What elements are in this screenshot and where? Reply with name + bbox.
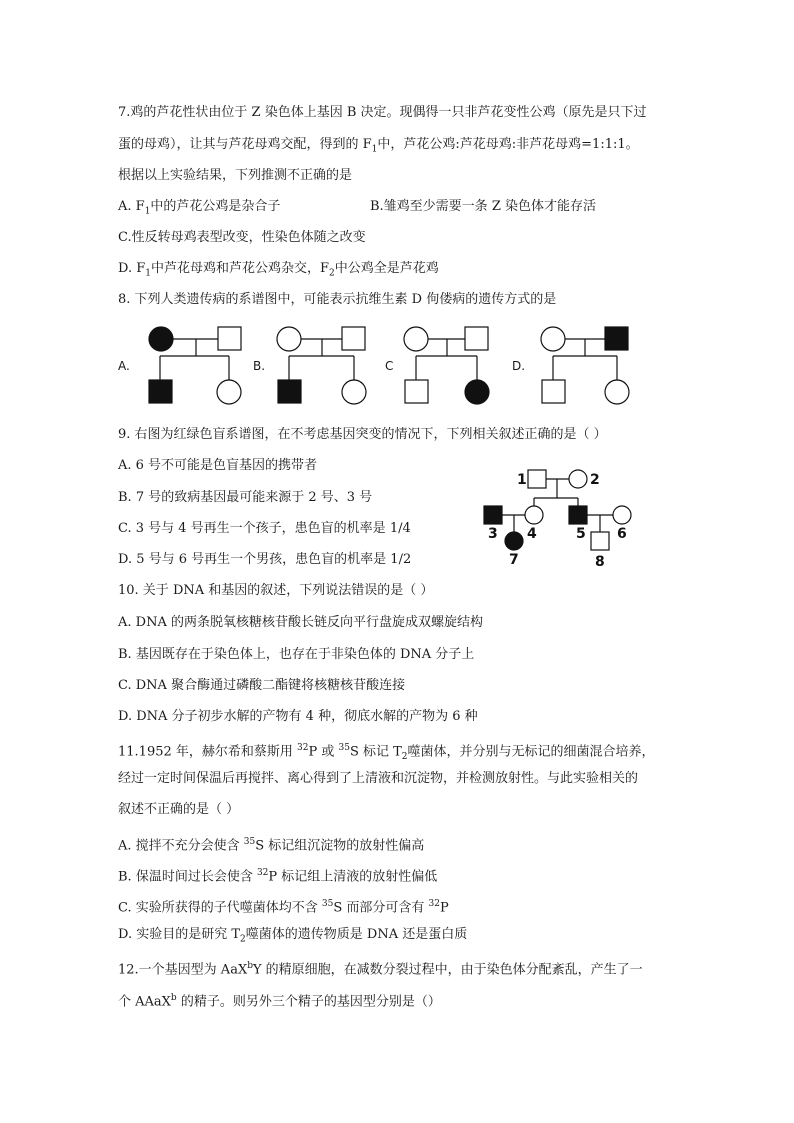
q9-stem: 9. 右图为红绿色盲系谱图，在不考虑基因突变的情况下，下列相关叙述正确的是（ ） [118,427,607,442]
q8-label-d: D. [512,359,526,373]
affected-male-3-symbol [484,506,502,524]
q9-pedigree [478,460,648,572]
ped-number-7: 7 [509,552,519,568]
ped-number-5: 5 [576,526,586,542]
ped-number-8: 8 [595,554,605,570]
unaffected-male-symbol [218,327,241,350]
male-8-symbol [591,532,609,550]
unaffected-male-symbol [342,327,365,350]
q10-stem: 10. 关于 DNA 和基因的叙述，下列说法错误的是（ ） [118,583,434,598]
q11-stem-line2: 经过一定时间保温后再搅拌、离心得到了上清液和沉淀物，并检测放射性。与此实验相关的 [118,771,639,786]
pedigree-c [404,327,489,404]
unaffected-female-symbol [342,380,366,404]
affected-female-symbol [465,380,489,404]
affected-female-7-symbol [505,532,523,550]
unaffected-male-symbol [465,327,488,350]
q11-stem-line3: 叙述不正确的是（ ） [118,802,240,817]
q8-pedigrees [0,318,794,413]
affected-female-symbol [149,327,173,351]
q8-label-c: C [385,359,394,373]
q7-stem-line1: 7.鸡的芦花性状由位于 Z 染色体上基因 B 决定。现偶得一只非芦花变性公鸡（原先是只下过 [118,105,647,120]
pedigree-a [149,327,241,404]
unaffected-male-symbol [542,380,565,403]
q7-option-c: C.性反转母鸡表型改变，性染色体随之改变 [118,230,366,245]
ped-number-3: 3 [488,526,498,542]
ped-number-4: 4 [527,526,537,542]
q7-stem-line3: 根据以上实验结果，下列推测不正确的是 [118,168,353,183]
q12-stem-line1: 12.一个基因型为 AaX$^b$Y 的精原细胞，在减数分裂过程中，由于染色体分配紊乱，产生了一 [118,961,643,978]
q9-option-b: B. 7 号的致病基因最可能来源于 2 号、3 号 [118,490,373,505]
q10-option-a: A. DNA 的两条脱氧核糖核苷酸长链反向平行盘旋成双螺旋结构 [118,615,483,630]
q10-option-b: B. 基因既存在于染色体上，也存在于非染色体的 DNA 分子上 [118,647,475,662]
affected-male-5-symbol [569,506,587,524]
q8-label-b: B. [253,359,266,373]
q7-option-b: B.雏鸡至少需要一条 Z 染色体才能存活 [370,199,596,214]
ped-number-1: 1 [517,472,527,488]
affected-male-symbol [278,380,301,403]
q10-option-c: C. DNA 聚合酶通过磷酸二酯键将核糖核苷酸连接 [118,678,406,693]
q8-stem: 8. 下列人类遗传病的系谱图中，可能表示抗维生素 D 佝偻病的遗传方式的是 [118,292,557,307]
q9-option-c: C. 3 号与 4 号再生一个孩子，患色盲的机率是 1/4 [118,521,411,536]
q10-option-d: D. DNA 分子初步水解的产物有 4 种，彻底水解的产物为 6 种 [118,709,478,724]
q12-stem-line2: 个 AAaX$^b$ 的精子。则另外三个精子的基因型分别是（） [118,993,441,1010]
male-1-symbol [528,470,546,488]
q8-label-a: A. [118,359,130,373]
q11-stem-line1: 11.1952 年，赫尔希和蔡斯用 $^{32}$P 或 $^{35}$S 标记 $T_2$噬菌体，并分别与无标记的细菌混合培养， [118,743,655,762]
q11-option-a: A. 搅拌不充分会使含 $^{35}$S 标记组沉淀物的放射性偏高 [118,837,425,854]
female-6-symbol [613,506,631,524]
unaffected-male-symbol [405,380,428,403]
q11-option-b: B. 保温时间过长会使含 $^{32}$P 标记组上清液的放射性偏低 [118,868,438,885]
q7-stem-line2: 蛋的母鸡），让其与芦花母鸡交配，得到的 $F_1$中，芦花公鸡:芦花母鸡:非芦花母鸡=1:1:1。 [118,137,639,155]
q9-option-a: A. 6 号不可能是色盲基因的携带者 [118,458,318,473]
affected-male-symbol [149,380,172,403]
q7-option-a: A. $F_1$中的芦花公鸡是杂合子 [118,199,281,217]
q11-option-d: D. 实验目的是研究 $T_2$噬菌体的遗传物质是 DNA 还是蛋白质 [118,927,468,945]
female-2-symbol [569,470,587,488]
unaffected-female-symbol [277,327,301,351]
ped-number-2: 2 [590,472,600,488]
q9-option-d: D. 5 号与 6 号再生一个男孩，患色盲的机率是 1/2 [118,552,412,567]
female-4-symbol [525,506,543,524]
unaffected-female-symbol [605,380,629,404]
pedigree-b [277,327,366,404]
ped-number-6: 6 [617,526,627,542]
q11-option-c: C. 实验所获得的子代噬菌体均不含 $^{35}$S 而部分可含有 $^{32}$P [118,899,449,916]
unaffected-female-symbol [404,327,428,351]
q7-option-d: D. $F_1$中芦花母鸡和芦花公鸡杂交，$F_2$中公鸡全是芦花鸡 [118,261,439,279]
unaffected-female-symbol [217,380,241,404]
unaffected-female-symbol [541,327,565,351]
pedigree-d [541,327,629,404]
affected-male-symbol [605,327,628,350]
